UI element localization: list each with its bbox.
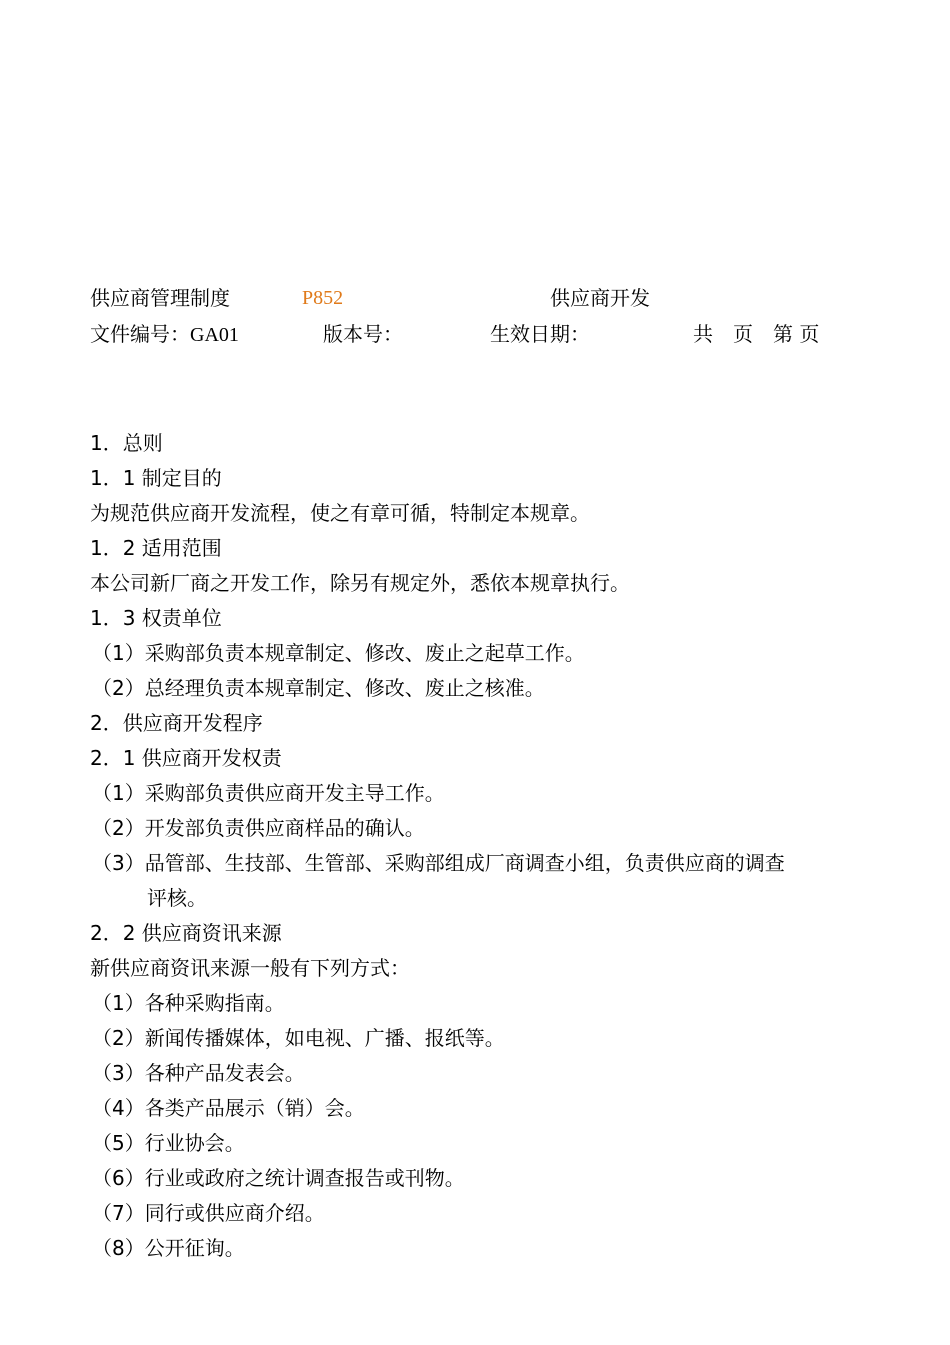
subsection-heading: 1．2 适用范围: [90, 536, 222, 560]
subsection-heading: 2．1 供应商开发权责: [90, 746, 282, 770]
effective-date-label: 生效日期：: [490, 322, 590, 346]
list-item: （3）品管部、生技部、生管部、采购部组成厂商调查小组，负责供应商的调查: [92, 851, 785, 875]
paragraph: 为规范供应商开发流程，使之有章可循，特制定本规章。: [90, 501, 590, 525]
file-number-value: GA01: [190, 324, 239, 346]
list-item: （6）行业或政府之统计调查报告或刊物。: [92, 1166, 465, 1190]
section-heading: 2．供应商开发程序: [90, 711, 263, 735]
list-item: （1）采购部负责本规章制定、修改、废止之起草工作。: [92, 641, 585, 665]
subsection-heading: 1．1 制定目的: [90, 466, 222, 490]
list-item: （1）采购部负责供应商开发主导工作。: [92, 781, 445, 805]
list-item: （2）总经理负责本规章制定、修改、废止之核准。: [92, 676, 545, 700]
document-subject: 供应商开发: [550, 286, 650, 310]
document-title: 供应商管理制度: [90, 286, 230, 310]
list-item: （3）各种产品发表会。: [92, 1061, 305, 1085]
paragraph: 本公司新厂商之开发工作，除另有规定外，悉依本规章执行。: [90, 571, 630, 595]
list-item: （2）开发部负责供应商样品的确认。: [92, 816, 425, 840]
paragraph: 新供应商资讯来源一般有下列方式：: [90, 956, 410, 980]
list-item: （4）各类产品展示（销）会。: [92, 1096, 365, 1120]
list-item: （7）同行或供应商介绍。: [92, 1201, 325, 1225]
document-body: [90, 426, 890, 1266]
list-item: （2）新闻传播媒体，如电视、广播、报纸等。: [92, 1026, 505, 1050]
list-item-continuation: 评核。: [147, 886, 207, 910]
version-label: 版本号：: [323, 322, 403, 346]
list-item: （5）行业协会。: [92, 1131, 245, 1155]
document-code: P852: [302, 287, 344, 309]
subsection-heading: 2．2 供应商资讯来源: [90, 921, 282, 945]
section-heading: 1．总则: [90, 431, 163, 455]
subsection-heading: 1．3 权责单位: [90, 606, 222, 630]
file-number: [90, 322, 239, 347]
list-item: （8）公开征询。: [92, 1236, 245, 1260]
file-number-label: 文件编号：: [90, 322, 190, 346]
page-count-label: 共 页 第 页: [693, 322, 820, 346]
list-item: （1）各种采购指南。: [92, 991, 285, 1015]
